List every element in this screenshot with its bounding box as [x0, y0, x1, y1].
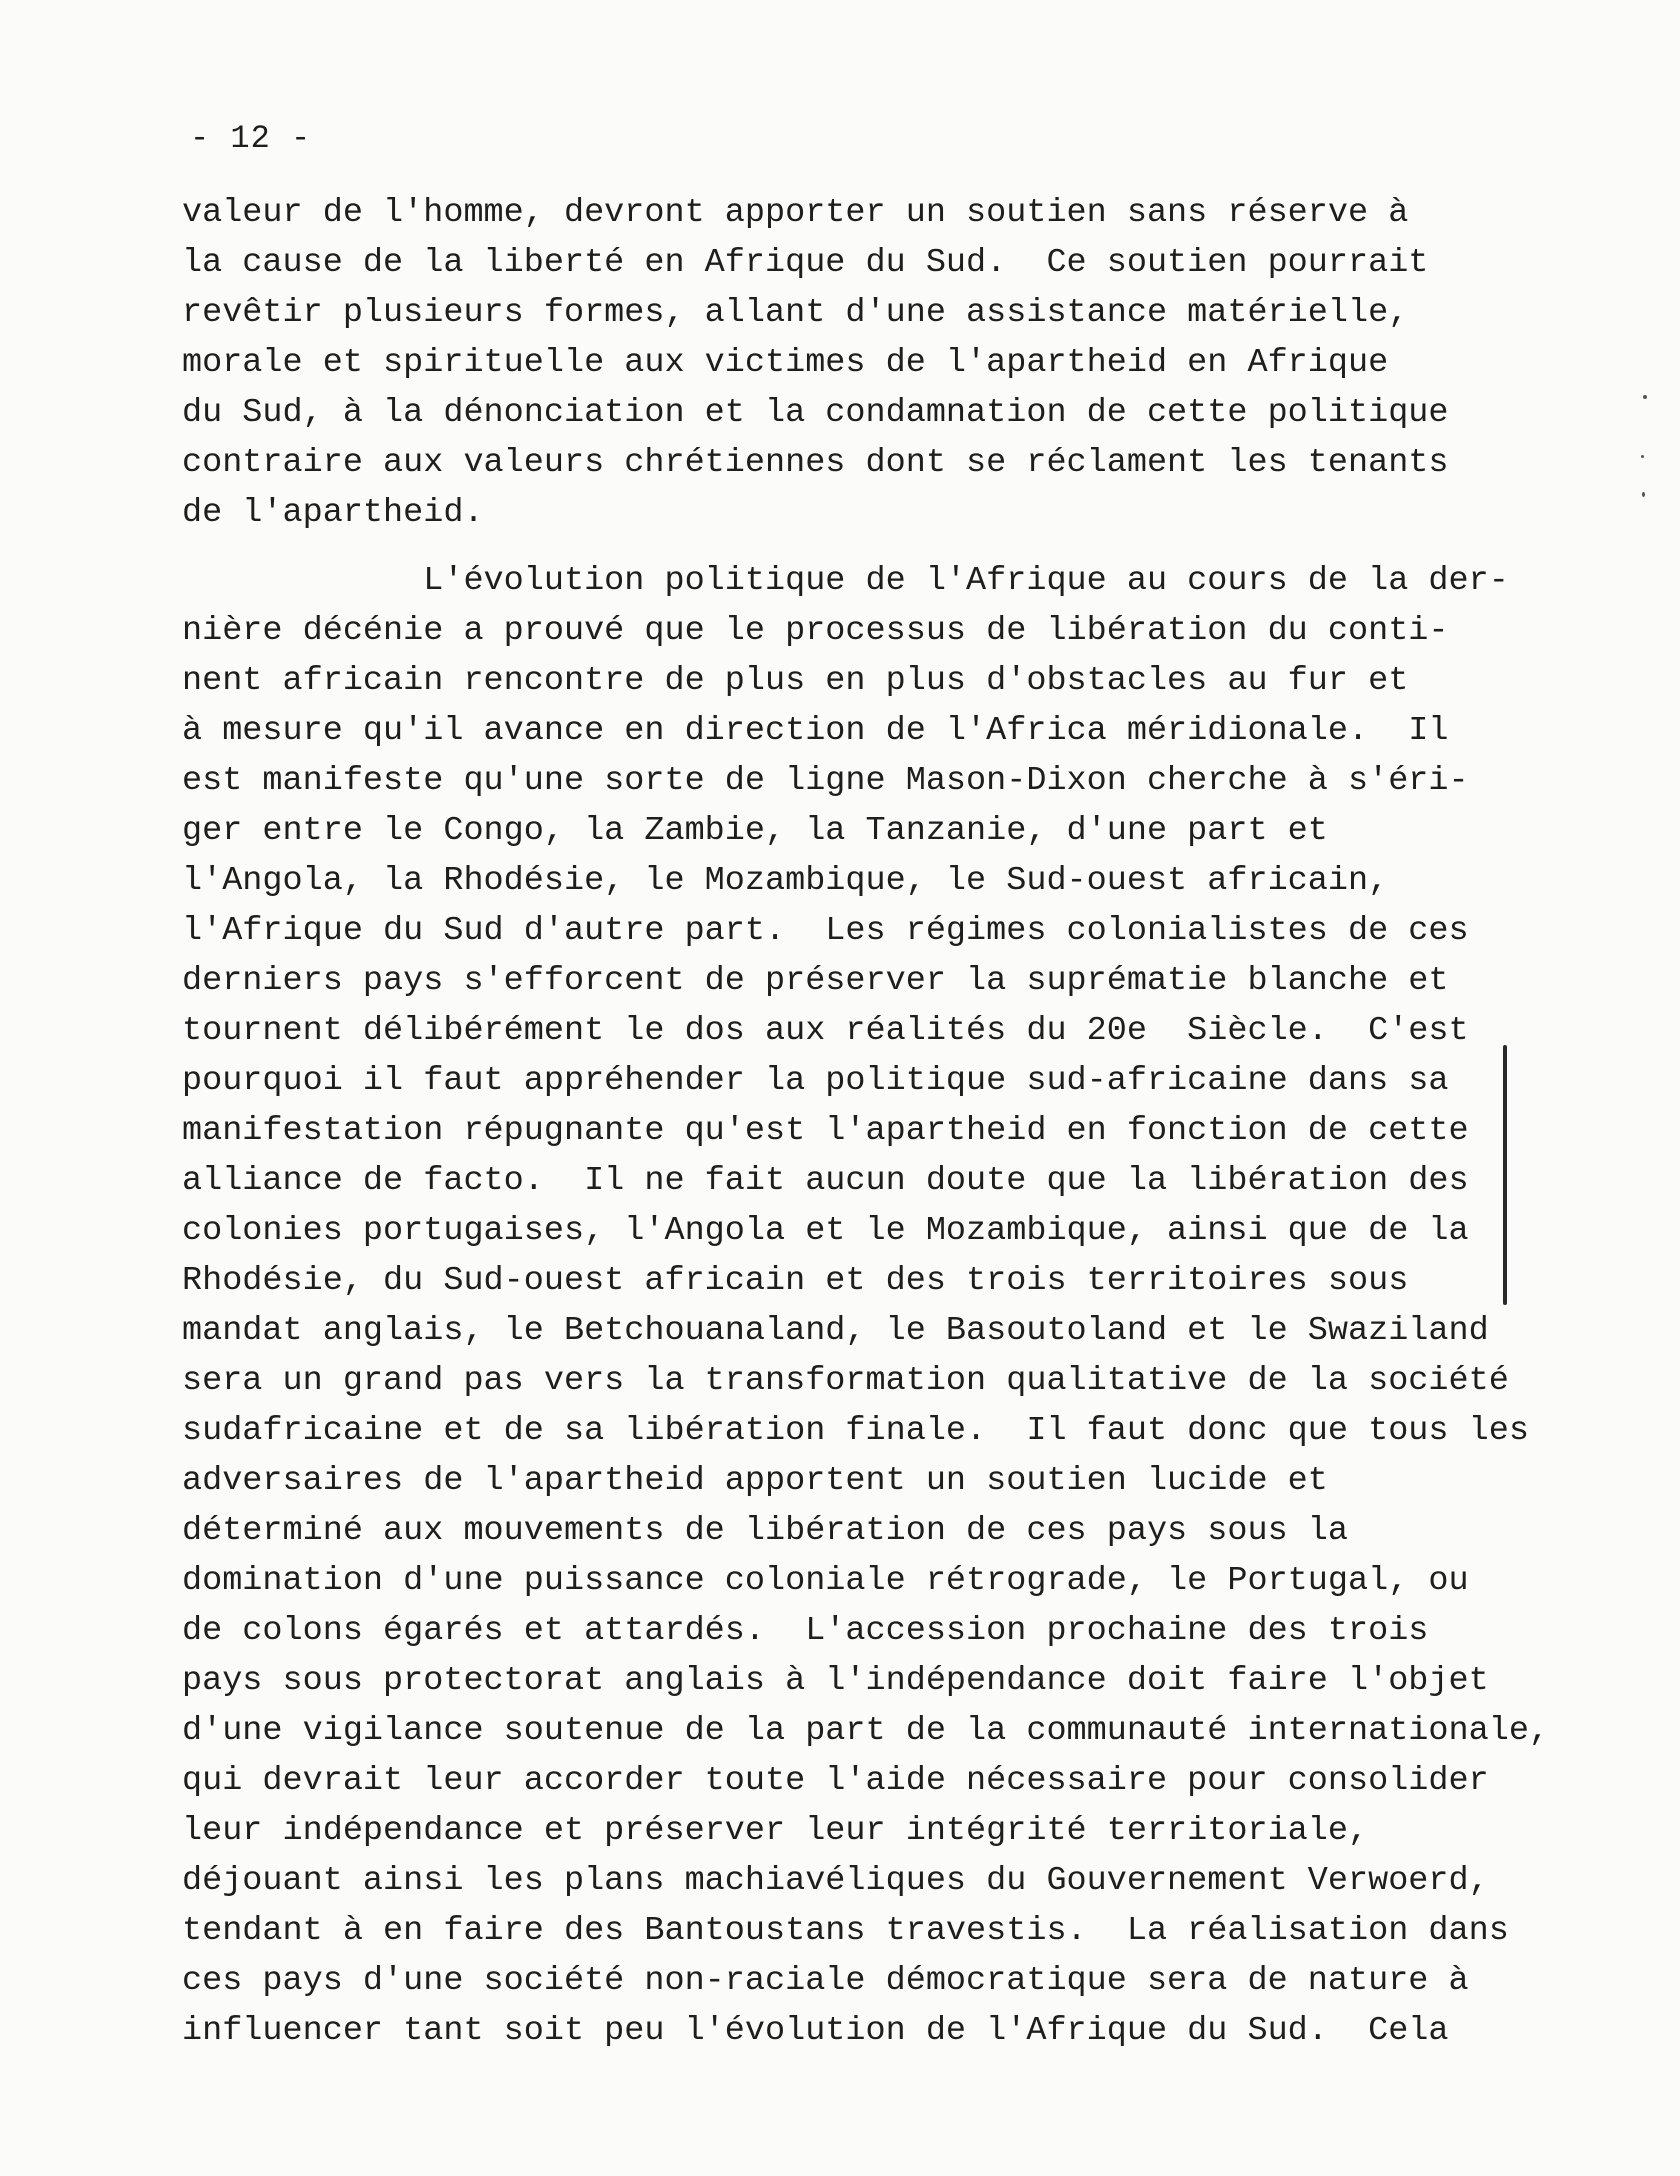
text-line: de colons égarés et attardés. L'accession prochaine des trois [182, 1612, 1429, 1650]
text-line: morale et spirituelle aux victimes de l'apartheid en Afrique [182, 344, 1389, 382]
text-line: d'une vigilance soutenue de la part de la communauté internationale, [182, 1712, 1550, 1750]
text-line: derniers pays s'efforcent de préserver la suprématie blanche et [182, 962, 1449, 1000]
text-line: est manifeste qu'une sorte de ligne Mason-Dixon cherche à s'éri- [182, 762, 1469, 800]
text-line: contraire aux valeurs chrétiennes dont se réclament les tenants [182, 444, 1449, 482]
paper-speck [1641, 455, 1644, 458]
text-line: du Sud, à la dénonciation et la condamnation de cette politique [182, 394, 1449, 432]
text-line: L'évolution politique de l'Afrique au cours de la der- [182, 562, 1509, 600]
text-line: la cause de la liberté en Afrique du Sud. Ce soutien pourrait [182, 244, 1429, 282]
margin-marker-line [1503, 1045, 1507, 1305]
text-line: revêtir plusieurs formes, allant d'une assistance matérielle, [182, 294, 1409, 332]
text-line: colonies portugaises, l'Angola et le Mozambique, ainsi que de la [182, 1212, 1469, 1250]
text-line: ger entre le Congo, la Zambie, la Tanzanie, d'une part et [182, 812, 1328, 850]
text-line: de l'apartheid. [182, 494, 484, 532]
text-line: ces pays d'une société non-raciale démocratique sera de nature à [182, 1962, 1469, 2000]
text-line: l'Afrique du Sud d'autre part. Les régimes colonialistes de ces [182, 912, 1469, 950]
text-line: déjouant ainsi les plans machiavéliques du Gouvernement Verwoerd, [182, 1862, 1489, 1900]
paper-speck [1643, 395, 1647, 399]
page-number: - 12 - [190, 120, 312, 157]
text-line: valeur de l'homme, devront apporter un soutien sans réserve à [182, 194, 1409, 232]
text-line: manifestation répugnante qu'est l'apartheid en fonction de cette [182, 1112, 1469, 1150]
text-line: pays sous protectorat anglais à l'indépendance doit faire l'objet [182, 1662, 1489, 1700]
text-line: Rhodésie, du Sud-ouest africain et des trois territoires sous [182, 1262, 1409, 1300]
text-line: domination d'une puissance coloniale rétrograde, le Portugal, ou [182, 1562, 1469, 1600]
text-line: influencer tant soit peu l'évolution de l'Afrique du Sud. Cela [182, 2012, 1449, 2050]
text-line: l'Angola, la Rhodésie, le Mozambique, le Sud-ouest africain, [182, 862, 1389, 900]
text-line: nière décénie a prouvé que le processus de libération du conti- [182, 612, 1449, 650]
text-line: tournent délibérément le dos aux réalités du 20e Siècle. C'est [182, 1012, 1469, 1050]
text-line: à mesure qu'il avance en direction de l'Africa méridionale. Il [182, 712, 1449, 750]
text-line: tendant à en faire des Bantoustans travestis. La réalisation dans [182, 1912, 1509, 1950]
text-line: déterminé aux mouvements de libération de ces pays sous la [182, 1512, 1348, 1550]
text-line: sudafricaine et de sa libération finale. Il faut donc que tous les [182, 1412, 1529, 1450]
text-line: leur indépendance et préserver leur intégrité territoriale, [182, 1812, 1369, 1850]
text-line: adversaires de l'apartheid apportent un soutien lucide et [182, 1462, 1328, 1500]
text-line: nent africain rencontre de plus en plus d'obstacles au fur et [182, 662, 1409, 700]
paper-speck [1642, 492, 1645, 497]
text-line: mandat anglais, le Betchouanaland, le Basoutoland et le Swaziland [182, 1312, 1489, 1350]
text-line: qui devrait leur accorder toute l'aide nécessaire pour consolider [182, 1762, 1489, 1800]
text-line: pourquoi il faut appréhender la politique sud-africaine dans sa [182, 1062, 1449, 1100]
text-line: sera un grand pas vers la transformation qualitative de la société [182, 1362, 1509, 1400]
text-line: alliance de facto. Il ne fait aucun doute que la libération des [182, 1162, 1469, 1200]
